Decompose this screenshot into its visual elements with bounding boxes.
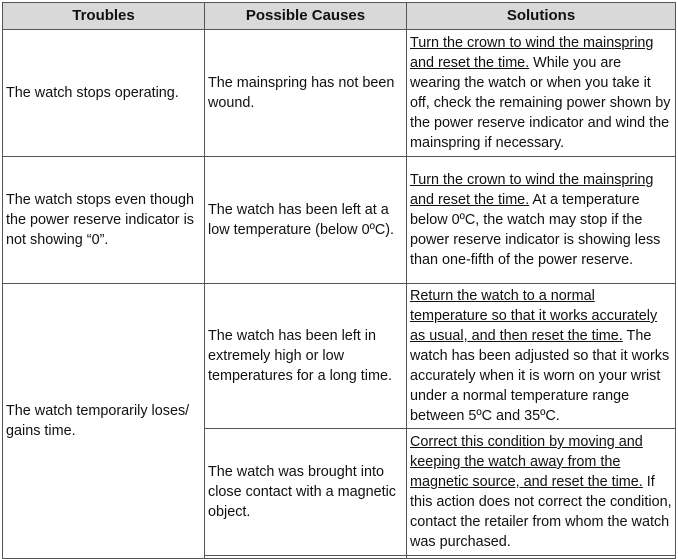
solution-detail: The watch has been adjusted so that it works accurately when it is worn on your wrist under a normal temperature range between 5ºC and 35ºC. [410, 328, 670, 424]
table-row [3, 157, 676, 284]
header-solutions: Solutions [407, 3, 676, 30]
solution-detail: If this action does not correct the condition, contact the retailer from whom the watch was purchased. [410, 474, 672, 550]
troubleshooting-table [2, 2, 676, 559]
solution-primary-action: Return the watch to a normal temperature so that it works accurately as usual, and then reset the time. [410, 288, 658, 344]
solution-cell [407, 157, 676, 284]
header-troubles: Troubles [3, 3, 205, 30]
trouble-cell: The watch stops even though the power reserve indicator is not showing “0”. [3, 157, 205, 284]
solution-primary-action: Turn the crown to wind the mainspring and reset the time. [410, 172, 654, 208]
header-possible-causes: Possible Causes [205, 3, 407, 30]
cause-cell: The mainspring has not been wound. [205, 30, 407, 157]
trouble-cell: The watch stops operating. [3, 30, 205, 157]
table-row [3, 284, 676, 429]
cause-cell: The watch has been left at a low temperature (below 0ºC). [205, 157, 407, 284]
trouble-cell: The watch temporarily loses/ gains time. [3, 284, 205, 559]
solution-cell [407, 30, 676, 157]
solution-cell [407, 284, 676, 429]
solution-cell [407, 429, 676, 556]
solution-detail: At a temperature below 0ºC, the watch may stop if the power reserve indicator is showing less than one-fifth of the power reserve. [410, 192, 661, 268]
header-row [3, 3, 676, 30]
cause-cell: The watch was brought into close contact with a magnetic object. [205, 429, 407, 556]
solution-primary-action: Correct this condition by moving and keeping the watch away from the magnetic source, and reset the time. [410, 434, 643, 490]
solution-detail: While you are wearing the watch or when you take it off, check the remaining power shown by the power reserve indicator and wind the mainspring if necessary. [410, 55, 671, 151]
table-row [3, 30, 676, 157]
cause-cell: The watch has been left in extremely high or low temperatures for a long time. [205, 284, 407, 429]
solution-primary-action: Turn the crown to wind the mainspring and reset the time. [410, 35, 654, 71]
